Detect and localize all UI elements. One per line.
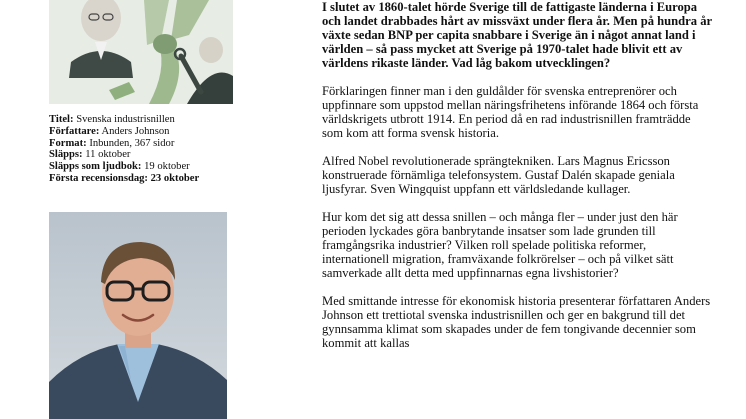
meta-review-row	[49, 173, 249, 185]
meta-audiobook-label: Släpps som ljudbok:	[49, 161, 142, 173]
article-body	[322, 0, 714, 364]
meta-title-label: Titel:	[49, 114, 74, 125]
meta-title-value: Svenska industrisnillen	[76, 114, 175, 125]
author-portrait	[49, 212, 227, 419]
meta-author-row	[49, 126, 249, 138]
article-paragraph: Alfred Nobel revolutionerade sprängtekniken. Lars Magnus Ericsson konstruerade förnämliga telefonsystem. Gustaf Dalén skapade geniala ljusfyrar. Sven Wingquist uppfann ett världsledande kullager.	[322, 154, 675, 196]
meta-release-value: 11 oktober	[85, 149, 131, 161]
article-lead: I slutet av 1860-talet hörde Sverige till de fattigaste länderna i Europa och landet drabbades hårt av missväxt under flera år. Men på hundra år växte sedan BNP per capita snabbare i Sverige än i något annat land i världen – så pass mycket att Sverige på 1970-talet hade blivit ett av världens rikaste länder. Vad låg bakom utvecklingen?	[322, 0, 712, 70]
article-paragraph: Förklaringen finner man i den guldålder för svenska entreprenörer och uppfinnare som uppstod mellan näringsfrihetens införande 1864 och första världskrigets utbrott 1914. En period då en rad industrisnillen framträdde som kom att forma svensk historia.	[322, 84, 699, 140]
meta-title-row	[49, 114, 249, 126]
book-cover-image	[49, 0, 233, 104]
meta-release-row	[49, 149, 249, 161]
meta-author-label: Författare:	[49, 125, 100, 137]
meta-format-row	[49, 138, 249, 150]
meta-release-label: Släpps:	[49, 149, 83, 161]
article-paragraph: Hur kom det sig att dessa snillen – och många fler – under just den här perioden lyckades göra banbrytande insatser som lade grunden till framgångsrika industrier? Vilken roll spelade politiska reformer, internationell migration, framväxande folkrörelser – och på vilket sätt samverkade allt detta med uppfinnarnas egna livshistorier?	[322, 210, 678, 280]
meta-review-label: Första recensionsdag:	[49, 172, 148, 184]
book-metadata	[49, 114, 249, 185]
meta-author-value: Anders Johnson	[101, 125, 170, 137]
article-paragraph: Med smittande intresse för ekonomisk historia presenterar författaren Anders Johnson ett trettiotal svenska industrisnillen och ger en bakgrund till det gynnsamma klimat som skapades under de fem tongivande decennier som kommit att kallas	[322, 294, 711, 350]
meta-audiobook-value: 19 oktober	[144, 161, 190, 173]
meta-format-value: Inbunden, 367 sidor	[89, 137, 175, 149]
meta-format-label: Format:	[49, 137, 87, 149]
meta-audiobook-row	[49, 161, 249, 173]
meta-review-value: 23 oktober	[150, 172, 200, 184]
